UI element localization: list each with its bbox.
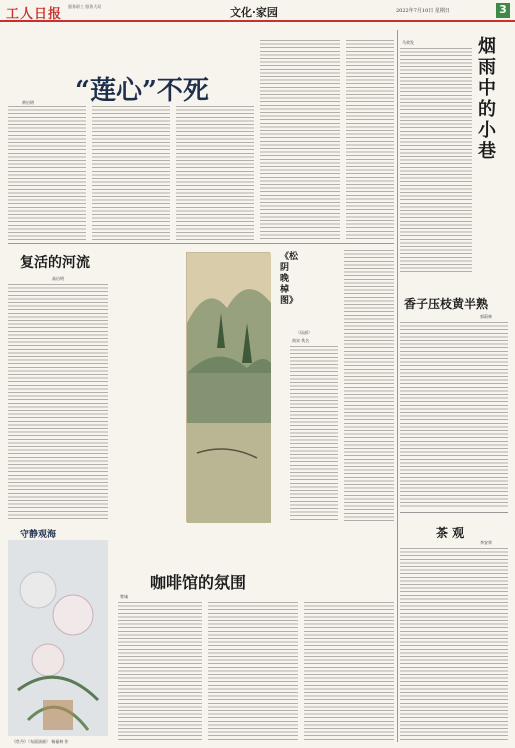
cafe-author: 曾诚: [120, 594, 128, 599]
lotus-headline: “莲心”不死: [75, 76, 209, 106]
masthead: [0, 0, 515, 22]
lane-text: [400, 48, 472, 272]
fragrance-text: [400, 322, 508, 508]
painting-caption: （局部）: [296, 330, 312, 335]
lotus-author: 黄启明: [22, 100, 34, 105]
lane-author: 马荣发: [402, 40, 414, 45]
peony-image: [8, 540, 108, 736]
fragrance-author: 郭蔚林: [480, 314, 492, 319]
cafe-text-col3: [304, 602, 394, 742]
fragrance-headline: 香子压枝黄半熟: [404, 297, 489, 311]
painting-panel: [186, 252, 270, 522]
section-title: 文化·家园: [230, 6, 278, 19]
divider: [8, 243, 394, 244]
painting-painter: 南宋 佚名: [292, 338, 310, 343]
flower-painting: [8, 540, 108, 736]
cafe-headline: 咖啡馆的氛围: [150, 573, 247, 592]
tea-author: 李安荣: [480, 540, 492, 545]
column-divider: [397, 30, 398, 742]
cafe-text-col1: [118, 602, 202, 742]
painting-text: [290, 346, 338, 522]
lotus-text-col5: [346, 40, 394, 240]
tea-headline: 茶 观: [436, 526, 465, 540]
newspaper-logo: 工人日报: [6, 7, 63, 22]
river-text: [8, 284, 108, 520]
logo-subtitle: 服务职工 服务大局: [68, 4, 102, 9]
painting-title: 《松阴晚棹图》: [280, 252, 299, 306]
lotus-text-col3: [176, 106, 254, 240]
cafe-text-col2: [208, 602, 298, 742]
river-author: 高启明: [52, 276, 64, 281]
page-number: 3: [496, 3, 510, 18]
tea-text: [400, 548, 508, 742]
river-headline: 复活的河流: [20, 255, 90, 271]
lotus-tail-text: [344, 250, 394, 522]
photo-caption: 《牡丹》（布面油画） 杨福林 作: [12, 739, 69, 744]
lotus-text-col1: [8, 106, 86, 240]
lotus-text-col4: [260, 40, 340, 240]
landscape-painting: [187, 253, 271, 523]
issue-date: 2022年7月10日 星期日: [396, 8, 450, 14]
lotus-text-col2: [92, 106, 170, 240]
lane-headline: 烟雨中的小巷: [478, 36, 496, 162]
divider: [400, 512, 508, 513]
photo-section-title: 守静观海: [20, 530, 57, 540]
